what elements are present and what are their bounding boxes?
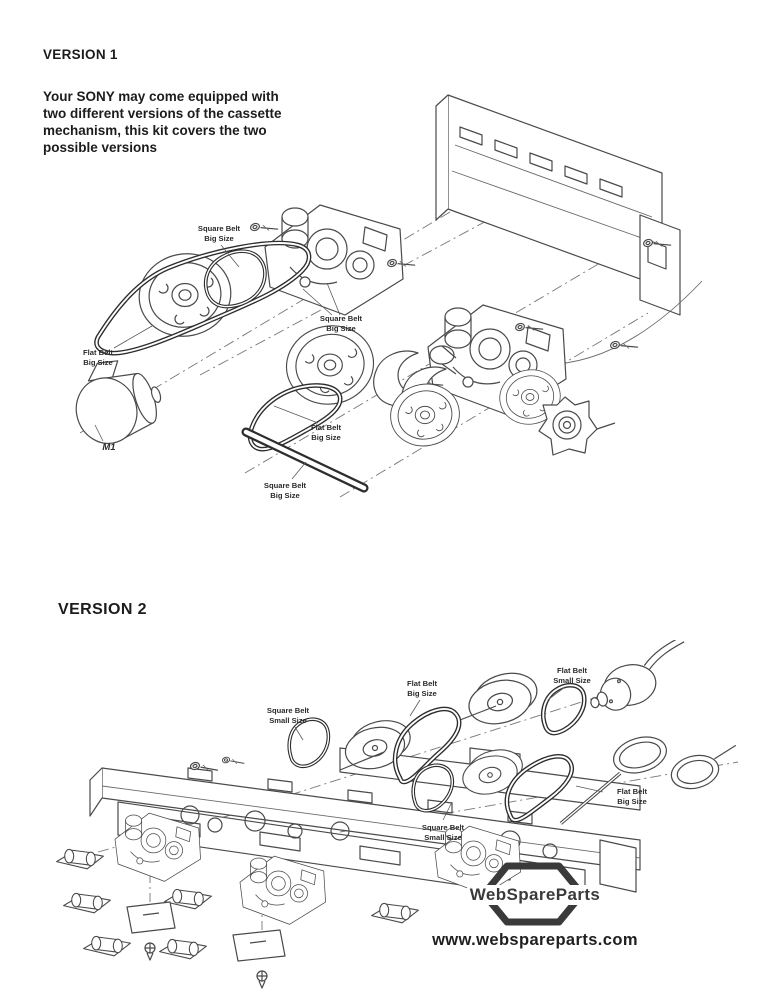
svg-text:Square Belt: Square Belt [421,823,465,832]
logo-text-row [450,885,620,905]
version1-heading: VERSION 1 [43,47,118,62]
label-square-belt-big-3 [264,462,307,500]
pulley-right [668,745,740,793]
intro-line: possible versions [43,140,158,155]
svg-text:Big Size: Big Size [270,491,300,500]
svg-text:Flat Belt: Flat Belt [407,679,437,688]
motor [581,640,695,715]
mechanism-block-left [265,205,403,315]
pulley-drum-2 [464,667,541,730]
svg-text:Big Size: Big Size [407,689,437,698]
website-url: www.webspareparts.com [432,931,638,949]
version1-exploded-diagram [40,75,740,535]
svg-text:Flat Belt: Flat Belt [557,666,587,675]
svg-text:Small Size: Small Size [424,833,462,842]
svg-text:Flat Belt: Flat Belt [617,787,647,796]
logo-text: WebSpareParts [467,885,604,905]
gear-wheel-right [539,397,615,455]
version2-heading: VERSION 2 [58,601,147,618]
svg-text:Flat Belt: Flat Belt [83,348,113,357]
intro-line: mechanism, this kit covers the two [43,123,267,138]
svg-text:Big Size: Big Size [83,358,113,367]
mechanism-cluster-2 [240,856,326,924]
svg-text:Big Size: Big Size [311,433,341,442]
svg-text:Small Size: Small Size [553,676,591,685]
svg-text:Flat Belt: Flat Belt [311,423,341,432]
flat-belt-small [543,685,584,733]
intro-line: two different versions of the cassette [43,106,282,121]
square-belt-big-long [246,432,364,488]
svg-text:Square Belt: Square Belt [197,224,241,233]
svg-text:Big Size: Big Size [617,797,647,806]
svg-text:M1: M1 [102,442,116,453]
intro-line: Your SONY may come equipped with [43,89,279,104]
svg-text:Small Size: Small Size [269,716,307,725]
svg-text:Square Belt: Square Belt [319,314,363,323]
svg-text:Big Size: Big Size [326,324,356,333]
motor-m1 [63,348,170,452]
square-belt-small-1 [289,719,328,766]
label-square-belt-small-1 [267,706,310,740]
svg-text:Square Belt: Square Belt [266,706,310,715]
svg-text:Big Size: Big Size [204,234,234,243]
webspareparts-logo [450,856,620,934]
svg-text:Square Belt: Square Belt [263,481,307,490]
